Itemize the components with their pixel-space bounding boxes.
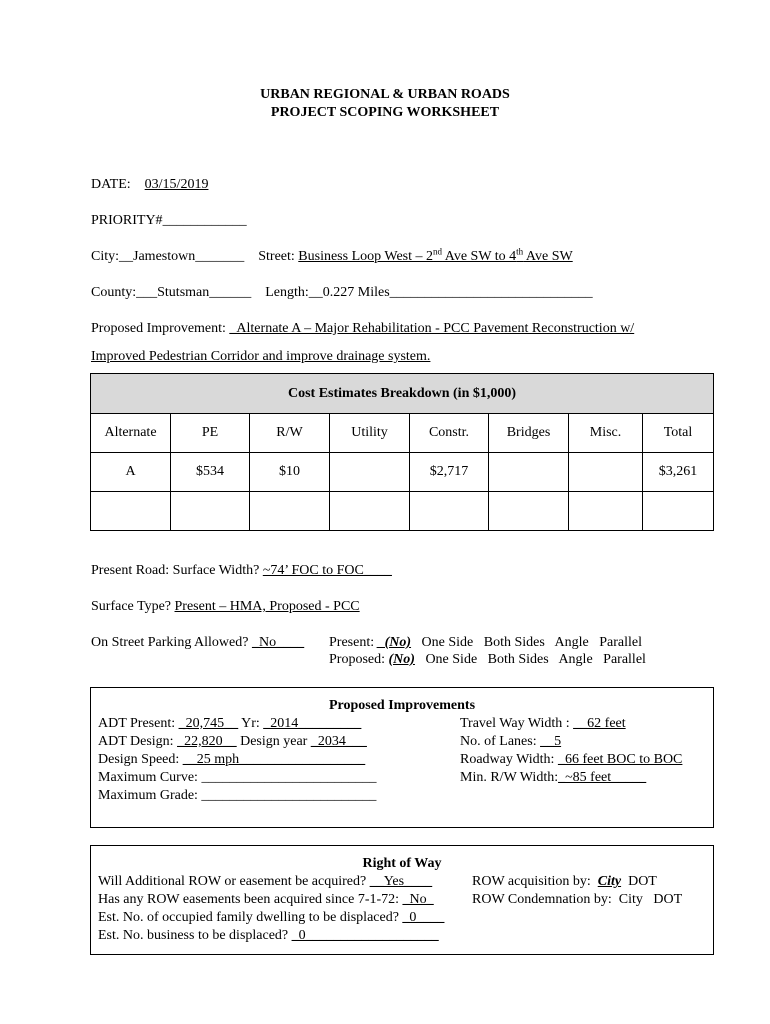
surface-type-row [91,599,360,615]
table-row [91,453,714,492]
parking-row [91,635,304,651]
county-length-row [91,285,593,301]
table-cell[interactable] [250,492,330,531]
table-cell[interactable] [330,453,410,492]
roadway-width-row [460,752,682,768]
col-header: PE [171,414,250,453]
surface-width-label: Present Road: Surface Width? [91,563,260,578]
priority-row [91,213,247,229]
adt-design-row [98,734,367,750]
priority-value[interactable]: ____________ [162,213,247,228]
proposed-options[interactable]: One Side Both Sides Angle Parallel [425,652,646,667]
design-speed-label: Design Speed: [98,752,180,767]
row-acquisition-dot[interactable]: DOT [628,874,657,889]
col-header: Alternate [91,414,171,453]
table-cell[interactable] [330,492,410,531]
max-grade-row [98,788,376,804]
lanes-row [460,734,561,750]
dwellings-displaced-label: Est. No. of occupied family dwelling to be displaced? [98,910,399,925]
design-speed-row [98,752,365,768]
row-q1 [98,874,432,890]
page-title-line2: PROJECT SCOPING WORKSHEET [270,105,500,120]
improvement-value-1[interactable]: _Alternate A – Major Rehabilitation - PCC Pavement Reconstruction w/ [229,321,635,336]
city-street-row [91,246,573,265]
row-condemnation-options[interactable]: City DOT [618,892,683,907]
table-cell[interactable] [643,492,714,531]
max-grade-value[interactable]: _________________________ [201,788,377,803]
proposed-improvements-title: Proposed Improvements [328,698,476,713]
business-displaced-value[interactable]: _0___________________ [291,928,439,943]
date-value[interactable]: 03/15/2019 [144,177,209,192]
col-header: Misc. [569,414,643,453]
surface-type-label: Surface Type? [91,599,172,614]
roadway-width-value[interactable]: _66 feet BOC to BOC [557,752,683,767]
table-cell[interactable]: $2,717 [410,453,489,492]
city-value[interactable]: __Jamestown_______ [119,249,245,264]
row-acquisition [472,874,657,890]
surface-type-value[interactable]: Present – HMA, Proposed - PCC [174,599,360,614]
row-condemnation [472,892,682,908]
surface-width-value[interactable]: ~74’ FOC to FOC____ [262,563,392,578]
table-cell[interactable] [489,453,569,492]
parking-label: On Street Parking Allowed? [91,635,249,650]
min-rw-value[interactable]: _~85 feet_____ [558,770,647,785]
city-label: City: [91,249,120,264]
table-cell[interactable] [410,492,489,531]
row-acquisition-city[interactable]: City [597,874,622,889]
proposed-improvements-box [90,687,714,828]
additional-row-label: Will Additional ROW or easement be acquired? [98,874,367,889]
table-cell[interactable] [569,453,643,492]
roadway-width-label: Roadway Width: [460,752,555,767]
dwellings-displaced-value[interactable]: _0____ [402,910,445,925]
table-row [91,492,714,531]
county-label: County: [91,285,137,300]
length-value[interactable]: __0.227 Miles_____________________________ [308,285,593,300]
date-label: DATE: [91,177,131,192]
length-label: Length: [265,285,309,300]
adt-present-value[interactable]: _20,745__ [178,716,239,731]
max-curve-label: Maximum Curve: [98,770,198,785]
right-of-way-title: Right of Way [362,856,442,871]
parking-value[interactable]: _No____ [251,635,305,650]
improvement-row [91,321,634,337]
table-cell[interactable]: $10 [250,453,330,492]
table-cell[interactable]: $3,261 [643,453,714,492]
parking-present-row [329,635,642,651]
street-label: Street: [258,249,295,264]
parking-proposed-row [329,652,646,668]
present-label: Present: [329,635,375,650]
priority-label: PRIORITY# [91,213,163,228]
table-cell[interactable] [171,492,250,531]
col-header: Total [643,414,714,453]
max-curve-value[interactable]: _________________________ [201,770,377,785]
lanes-label: No. of Lanes: [460,734,537,749]
table-cell[interactable]: $534 [171,453,250,492]
proposed-value[interactable]: (No) [388,652,415,667]
improvement-label: Proposed Improvement: [91,321,226,336]
design-year-label: Design year [240,734,308,749]
col-header: Bridges [489,414,569,453]
row-acquired-label: Has any ROW easements been acquired since 7-1-72: [98,892,400,907]
design-year-value[interactable]: _2034___ [310,734,367,749]
page-title-line1: URBAN REGIONAL & URBAN ROADS [260,87,510,102]
max-grade-label: Maximum Grade: [98,788,198,803]
table-cell[interactable] [569,492,643,531]
row-acquired-value[interactable]: _No_ [402,892,434,907]
table-cell[interactable]: A [91,453,171,492]
adt-design-value[interactable]: _22,820__ [177,734,237,749]
right-of-way-box [90,845,714,955]
adt-present-row [98,716,361,732]
col-header: Utility [330,414,410,453]
cost-table-title: Cost Estimates Breakdown (in $1,000) [91,374,714,414]
max-curve-row [98,770,376,786]
row-condemnation-label: ROW Condemnation by: [472,892,612,907]
travel-way-row [460,716,626,732]
table-header-row [91,414,714,453]
table-cell[interactable] [489,492,569,531]
col-header: Constr. [410,414,489,453]
surface-width-row [91,563,392,579]
street-value[interactable]: Business Loop West – 2nd Ave SW to 4th Ave SW [298,246,573,264]
yr-value[interactable]: _2014_________ [263,716,362,731]
min-rw-label: Min. R/W Width: [460,770,559,785]
row-acquisition-label: ROW acquisition by: [472,874,591,889]
row-q3 [98,910,444,926]
row-q2 [98,892,434,908]
present-value[interactable]: _(No) [377,635,412,650]
cost-estimates-table [90,373,714,531]
design-speed-value[interactable]: __25 mph__________________ [182,752,366,767]
min-rw-row [460,770,646,786]
travel-way-value[interactable]: __62 feet [573,716,626,731]
improvement-value-2[interactable]: Improved Pedestrian Corridor and improve drainage system. [91,349,431,364]
adt-present-label: ADT Present: [98,716,176,731]
table-cell[interactable] [91,492,171,531]
proposed-label: Proposed: [329,652,385,667]
col-header: R/W [250,414,330,453]
adt-design-label: ADT Design: [98,734,174,749]
lanes-value[interactable]: __5 [540,734,562,749]
travel-way-label: Travel Way Width : [460,716,570,731]
yr-label: Yr: [241,716,260,731]
county-value[interactable]: ___Stutsman______ [136,285,252,300]
additional-row-value[interactable]: __Yes____ [369,874,433,889]
present-options[interactable]: One Side Both Sides Angle Parallel [421,635,643,650]
business-displaced-label: Est. No. business to be displaced? [98,928,289,943]
row-q4 [98,928,439,944]
date-row [91,177,208,193]
